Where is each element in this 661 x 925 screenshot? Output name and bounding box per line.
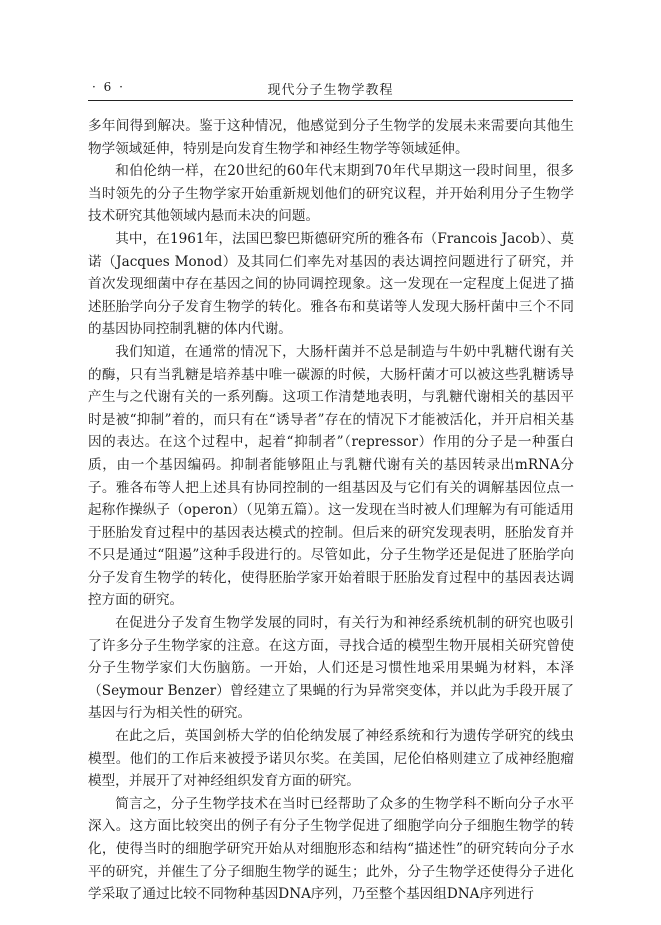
paragraph-behavior-neuro: 在促进分子发育生物学发展的同时，有关行为和神经系统机制的研究也吸引了许多分子生物学家的注意。在这方面，寻找合适的模型生物开展相关研究曾使分子生物学家们大伤脑筋。一开始，人们还是习惯性地采用果蝇为材料，本泽（Seymour Benzer）曾经建立了果蝇的行为异常突变体，并以此为手段开展了基因与行为相关性的研究。 <box>88 615 574 722</box>
paragraph-summary: 简言之，分子生物学技术在当时已经帮助了众多的生物学科不断向分子水平深入。这方面比较突出的例子有分子生物学促进了细胞学向分子细胞生物学的转化，使得当时的细胞学研究开始从对细胞形态和结构“描述性”的研究转向分子水平的研究，并催生了分子细胞生物学的诞生；此外，分子生物学还使得分子进化学采取了通过比较不同物种基因DNA序列，乃至整个基因组DNA序列进行 <box>88 795 574 903</box>
paragraph-jacob-monod: 其中，在1961年，法国巴黎巴斯德研究所的雅各布（Francois Jacob）、莫诺（Jacques Monod）及其同仁们率先对基因的表达调控问题进行了研究，并首次发现细菌中存在基因之间的协同调控现象。这一发现在一定程度上促进了描述胚胎学向分子发育生物学的转化。雅各布和莫诺等人发现大肠杆菌中三个不同的基因协同控制乳糖的体内代谢。 <box>88 230 574 338</box>
running-title: 现代分子生物学教程 <box>267 83 394 98</box>
paragraph-continued: 多年间得到解决。鉴于这种情况，他感觉到分子生物学的发展未来需要向其他生物学领域延伸，特别是向发育生物学和神经生物学等领域延伸。 <box>88 118 574 157</box>
page-number: · 6 · <box>92 80 125 94</box>
body-text <box>88 115 574 906</box>
paragraph-brenner-peers: 和伯伦纳一样，在20世纪的60年代末期到70年代早期这一段时间里，很多当时领先的分子生物学家开始重新规划他们的研究议程，并开始利用分子生物学技术研究其他领域内悬而未决的问题。 <box>88 163 574 225</box>
paragraph-nematode-model: 在此之后，英国剑桥大学的伯伦纳发展了神经系统和行为遗传学研究的线虫模型。他们的工作后来被授予诺贝尔奖。在美国，尼伦伯格则建立了成神经胞瘤模型，并展开了对神经组织发育方面的研究。 <box>88 728 574 790</box>
paragraph-lac-operon: 我们知道，在通常的情况下，大肠杆菌并不总是制造与牛奶中乳糖代谢有关的酶，只有当乳糖是培养基中唯一碳源的时候，大肠杆菌才可以被这些乳糖诱导产生与之代谢有关的一系列酶。这项工作清楚地表明，与乳糖代谢相关的基因平时是被“抑制”着的，而只有在“诱导者”存在的情况下才能被活化，并开启相关基因的表达。在这个过程中，起着“抑制者”（repressor）作用的分子是一种蛋白质，由一个基因编码。抑制者能够阻止与乳糖代谢有关的基因转录出mRNA分子。雅各布等人把上述具有协同控制的一组基因及与它们有关的调解基因位点一起称作操纵子（operon）（见第五篇）。这一发现在当时被人们理解为有可能适用于胚胎发育过程中的基因表达模式的控制。但后来的研究发现表明，胚胎发育并不只是通过“阻遏”这种手段进行的。尽管如此，分子生物学还是促进了胚胎学向分子发育生物学的转化，使得胚胎学家开始着眼于胚胎发育过程中的基因表达调控方面的研究。 <box>88 343 574 609</box>
page-header <box>88 78 573 101</box>
